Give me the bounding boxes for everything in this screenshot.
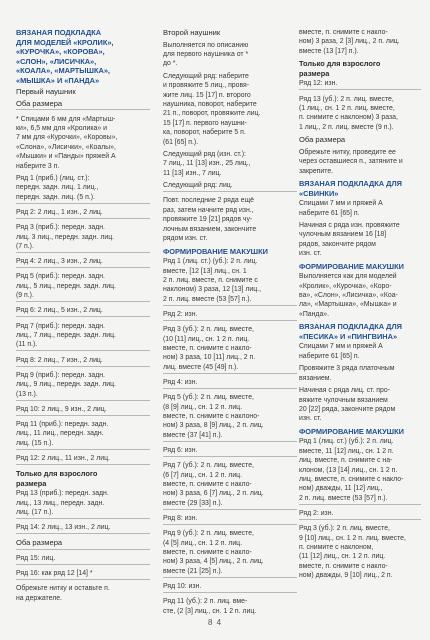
section-heading <box>299 262 421 272</box>
subheading <box>299 135 421 145</box>
text-line: наберите 3 п. <box>16 162 60 170</box>
text-line: Следующий ряд: лиц. <box>163 182 233 190</box>
spacer <box>299 581 421 584</box>
paragraph <box>299 148 421 176</box>
text-line: Второй наушник <box>163 28 221 37</box>
text-line: 21 п., поворот, провяжите лиц. <box>163 110 261 118</box>
text-line: ном) 3 раза, 10 [11] лиц., 2 п. <box>163 354 256 362</box>
pattern-row <box>163 325 297 374</box>
text-line: * Спицами 6 мм для «Мартыш- <box>16 115 116 123</box>
text-line: Выполняется как для моделей <box>299 273 397 281</box>
paragraph <box>16 584 150 603</box>
text-line: ВЯЗАНАЯ ПОДКЛАДКА ДЛЯ <box>299 179 402 189</box>
text-line: Ряд 1 (лиц. ст.) (уб.): 2 п. лиц. <box>299 438 394 446</box>
text-line: Ряд 1 (приб.) (лиц. ст.): <box>16 174 90 182</box>
text-line: до *. <box>163 60 178 68</box>
text-line: Ряд 2: изн. <box>299 509 334 517</box>
text-line: (11 п.). <box>16 341 38 349</box>
text-line: (13 п.). <box>16 390 38 398</box>
paragraph <box>163 72 297 147</box>
text-line: Ряд 3 (уб.): 2 п. лиц. вместе, <box>299 525 390 533</box>
column-1 <box>16 28 150 606</box>
text-line: ном) 3 раза, 6 [7] лиц., 2 п. лиц. <box>163 490 264 498</box>
text-line: Ряд 9 (приб.): передн. задн. <box>16 371 105 379</box>
pattern-row <box>163 393 297 442</box>
subheading <box>163 28 297 38</box>
pattern-row <box>299 437 421 504</box>
text-line: Ряд 9 (уб.): 2 п. лиц. вместе, <box>163 530 254 538</box>
text-line: «СВИНКИ» <box>299 188 339 198</box>
page-number: 8 4 <box>208 618 223 627</box>
text-line: 7 мм для «Курочки», «Коровы», <box>16 134 118 142</box>
text-line: ВЯЗАНАЯ ПОДКЛАДКА <box>16 28 102 37</box>
paragraph <box>299 342 421 361</box>
text-line: Ряд 10: изн. <box>163 582 202 590</box>
text-line: лиц., 5 лиц., передн. задн. лиц. <box>16 282 116 290</box>
pattern-row <box>16 454 150 465</box>
text-line: Ряд 7 (уб.): 2 п. лиц. вместе, <box>163 462 254 470</box>
text-line: лиц. (15 п.). <box>16 439 54 447</box>
pattern-row <box>16 569 150 580</box>
text-line: для первого наушника от * <box>163 51 249 58</box>
text-line: Повт. последние 2 ряда ещё <box>163 197 254 205</box>
text-line: вместе, п. снимите с накло- <box>163 480 252 488</box>
paragraph <box>299 524 421 580</box>
text-line: Ряд 7 (приб.): передн. задн. <box>16 322 105 330</box>
text-line: 20 [22] ряда, закончите рядом <box>299 405 396 413</box>
text-line: ном) 3 раза, 8 [9] лиц., 2 п. лиц. <box>163 422 264 430</box>
pattern-row <box>16 420 150 450</box>
section-heading <box>163 247 297 257</box>
text-line: Ряд 3 (приб.): передн. задн. <box>16 224 105 232</box>
text-line: «Кролик», «Курочка», «Коро- <box>299 282 392 290</box>
text-line: Ряд 12: изн. <box>299 80 338 88</box>
text-line: Первый наушник <box>16 86 76 96</box>
spacer <box>16 603 150 606</box>
paragraph <box>299 272 421 319</box>
text-line: вместе, 11 [12] лиц., сн. 1 2 п. <box>299 447 394 455</box>
column-3 <box>299 28 421 584</box>
column-2 <box>163 28 297 619</box>
text-line: Ряд 14: 2 лиц., 13 изн., 2 лиц. <box>16 524 111 532</box>
text-line: «МЫШКА» И «ПАНДА» <box>16 75 100 85</box>
text-line: на держателе. <box>16 594 62 602</box>
section-heading <box>299 427 421 437</box>
text-line: 1 лиц., 2 п. лиц. вместе (9 п.). <box>299 123 394 131</box>
paragraph <box>163 41 297 69</box>
text-line: Только для взрослого <box>16 469 98 479</box>
subheading <box>299 59 421 78</box>
pattern-row <box>16 523 150 534</box>
text-line: Ряд 5 (уб.): 2 п. лиц. вместе, <box>163 394 254 402</box>
text-line: сте, (2 [3] лиц., сн. 1 2 п. лиц. <box>163 607 257 615</box>
pattern-row <box>16 306 150 317</box>
text-line: лиц., 9 лиц., передн. задн. лиц. <box>16 381 116 389</box>
text-line: лиц., 11 лиц., передн. задн. <box>16 430 104 438</box>
text-line: Ряд 10: 2 лиц., 9 изн., 2 лиц. <box>16 405 107 413</box>
text-line: ФОРМИРОВАНИЕ МАКУШКИ <box>299 261 404 271</box>
text-line: рядов, закончите рядом <box>299 240 376 248</box>
text-line: п. снимите с наклоном, <box>299 543 374 551</box>
section-heading <box>16 28 150 86</box>
paragraph <box>299 386 421 424</box>
text-line: Спицами 7 мм и пряжей А <box>299 343 383 351</box>
text-line: «СЛОН», «ЛИСИЧКА», <box>16 56 97 66</box>
paragraph <box>299 221 421 259</box>
text-line: (8 [9] лиц., сн. 1 2 п. лиц. <box>163 403 243 411</box>
text-line: Ряд 4: 2 лиц., 3 изн., 2 лиц. <box>16 258 103 266</box>
pattern-row <box>16 371 150 401</box>
text-line: 2 п. лиц. вместе (53 [57] п.). <box>299 494 388 502</box>
text-line: через оставшиеся п., затяните и <box>299 158 403 166</box>
text-line: изн. ст. <box>299 415 322 423</box>
text-line: Ряд 16: как ряд 12 [14] * <box>16 570 93 578</box>
text-line: ном) 3 раза, 4 [5] лиц., 2 п. лиц. <box>163 558 264 566</box>
text-line: «Слона», «Лисички», «Коалы», <box>16 143 116 151</box>
text-line: передн. задн. лиц. 1 лиц., <box>16 184 99 192</box>
text-line: размера <box>299 68 330 78</box>
text-line: Ряд 8: изн. <box>163 514 198 522</box>
text-line: Только для взрослого <box>299 59 381 69</box>
text-line: лиц. 3 лиц., передн. задн. лиц. <box>16 233 115 241</box>
text-line: (9 п.). <box>16 292 34 300</box>
text-line: чулочным вязанием 16 [18] <box>299 231 387 239</box>
paragraph <box>163 150 297 178</box>
text-line: Ряд 13 (приб.): передн. задн. <box>16 490 109 498</box>
text-line: вместе (37 [41] п.). <box>163 431 223 439</box>
pattern-row <box>163 582 297 593</box>
text-line: ки», 6,5 мм для «Кролика» и <box>16 124 107 132</box>
paragraph <box>16 115 150 171</box>
pattern-row <box>16 322 150 352</box>
text-line: ФОРМИРОВАНИЕ МАКУШКИ <box>163 246 268 256</box>
pattern-row <box>16 356 150 367</box>
text-line: ном) дважды, 9 [10] лиц., 2 п. <box>299 572 393 580</box>
text-line: провяжите 19 [21] рядов чу- <box>163 216 253 224</box>
text-line: (4 [5] лиц., сн. 1 2 п. лиц. <box>163 539 243 547</box>
text-line: Спицами 7 мм и пряжей А <box>299 200 383 208</box>
text-line: ва», «Слон», «Лисичка», «Коа- <box>299 292 398 300</box>
text-line: наушника, поворот, наберите <box>163 101 257 109</box>
text-line: наберите 61 [65] п. <box>299 352 360 360</box>
text-line: вместе (13 [17] п.). <box>299 47 359 55</box>
text-line: ном) дважды, 11 [12] лиц., <box>299 485 383 493</box>
pattern-row <box>163 529 297 578</box>
paragraph <box>299 364 421 383</box>
paragraph <box>299 199 421 218</box>
text-line: 11 [13] изн., 7 лиц. <box>163 169 222 177</box>
text-line: лочным вязанием, закончите <box>163 225 257 233</box>
text-line: Ряд 12: 2 лиц., 11 изн., 2 лиц. <box>16 454 110 462</box>
text-line: (1 лиц., сн. 1 2 п. лиц. вместе, <box>299 105 395 112</box>
text-line: «КОАЛА», «МАРТЫШКА», <box>16 66 110 76</box>
text-line: вместе, п. снимите с накло- <box>299 29 388 36</box>
text-line: Провяжите 3 ряда платочным <box>299 365 395 373</box>
text-line: вместе, [12 [13] лиц., сн. 1 <box>163 267 247 275</box>
text-line: Ряд 8: 2 лиц., 7 изн., 2 лиц. <box>16 356 103 364</box>
text-line: вместе, п. снимите с наклоно- <box>163 412 260 420</box>
paragraph <box>299 28 421 56</box>
paragraph <box>299 95 421 133</box>
text-line: Оба размера <box>16 99 63 109</box>
subheading <box>16 99 150 110</box>
text-line: Ряд 2: изн. <box>163 310 198 318</box>
pattern-row <box>163 514 297 525</box>
text-line: 15 [17] п. первого наушни- <box>163 119 247 127</box>
text-line: Ряд 6: изн. <box>163 446 198 454</box>
text-line: лиц. (17 п.). <box>16 509 54 517</box>
text-line: вяжите чулочным вязанием <box>299 396 388 404</box>
pattern-row <box>16 208 150 219</box>
subheading <box>16 538 150 549</box>
text-line: «ПЕСИКА» И «ПИНГВИНА» <box>299 331 398 341</box>
text-line: «Панда». <box>299 310 330 318</box>
text-line: Следующий ряд: наберите <box>163 72 249 80</box>
text-line: 2 п. лиц. вместе (53 [57] п.). <box>163 295 252 303</box>
text-line: размера <box>16 478 47 488</box>
section-heading <box>299 322 421 341</box>
text-line: лиц. вместе, п. снимите с накло- <box>299 475 404 483</box>
text-line: вместе, п. снимите с накло- <box>163 344 252 352</box>
paragraph <box>163 597 297 616</box>
text-line: «Мышки» и «Панды» пряжей А <box>16 153 116 161</box>
text-line: изн. ст. <box>299 250 322 258</box>
pattern-row <box>163 257 297 306</box>
text-line: 7 лиц., 11 [13] изн., 25 лиц., <box>163 160 251 168</box>
text-line: Оба размера <box>299 135 346 145</box>
pattern-row <box>163 461 297 510</box>
text-line: Ряд 2: 2 лиц., 1 изн., 2 лиц. <box>16 208 103 216</box>
text-line: вместе (29 [33] п.). <box>163 499 223 507</box>
text-line: п. снимите с наклоном) 3 раза, <box>299 114 398 122</box>
text-line: и провяжите 5 лиц., провя- <box>163 82 250 90</box>
text-line: передн. задн. лиц. (5 п.). <box>16 193 95 201</box>
text-line: жите лиц. 15 [17] п. второго <box>163 91 251 99</box>
text-line: лиц. вместе, п. снимите с на- <box>299 457 393 465</box>
pattern-row <box>16 554 150 565</box>
text-line: ДЛЯ МОДЕЛЕЙ «КРОЛИК», <box>16 37 114 47</box>
text-line: (7 п.). <box>16 242 34 250</box>
spacer <box>163 616 297 619</box>
text-line: закрепите. <box>299 167 334 175</box>
text-line: 2 п. лиц. вместе, п. снимите с <box>163 276 258 284</box>
text-line: (10 [11] лиц., сн. 1 2 п. лиц. <box>163 335 250 343</box>
text-line: Ряд 11 (приб.): передн. задн. <box>16 420 109 428</box>
text-line: Выполняется по описанию <box>163 41 249 49</box>
pattern-row <box>163 181 297 192</box>
pattern-row <box>16 272 150 302</box>
text-line: наберите 61 [65] п. <box>299 209 360 217</box>
text-line: Начиная с ряда изн. провяжите <box>299 222 400 230</box>
text-line: клоном, (13 [14] лиц., сн. 1 2 п. <box>299 466 398 474</box>
text-line: вместе (21 [25] п.). <box>163 567 223 575</box>
paragraph <box>163 196 297 243</box>
text-line: Ряд 15: лиц. <box>16 554 56 562</box>
text-line: лиц., 13 лиц., передн. задн. <box>16 499 105 507</box>
pattern-row <box>163 310 297 321</box>
text-line: Ряд 3 (уб.): 2 п. лиц. вместе, <box>163 326 254 334</box>
pattern-row <box>16 489 150 519</box>
text-line: Ряд 13 (уб.): 2 п. лиц. вместе, <box>299 95 394 103</box>
text-line: ка, поворот, наберите 5 п. <box>163 129 246 137</box>
text-line: 9 [10] лиц., сн. 1 2 п. лиц. вместе, <box>299 534 406 542</box>
text-line: наклоном) 3 раза, 12 [13] лиц., <box>163 286 262 294</box>
text-line: «КУРОЧКА», «КОРОВА», <box>16 47 105 57</box>
text-line: вместе, п. снимите с накло- <box>163 548 252 556</box>
pattern-row <box>16 174 150 204</box>
text-line: Обрежьте нитку, проведите ее <box>299 148 396 156</box>
text-line: вместе, п. снимите с накло- <box>299 562 388 570</box>
text-line: Ряд 4: изн. <box>163 378 198 386</box>
text-line: Ряд 6: 2 лиц., 5 изн., 2 лиц. <box>16 307 103 315</box>
text-line: лиц. вместе (45 [49] п.). <box>163 363 239 371</box>
text-line: ФОРМИРОВАНИЕ МАКУШКИ <box>299 426 404 436</box>
pattern-row <box>16 257 150 268</box>
subheading <box>16 469 150 488</box>
text-line: вязанием. <box>299 374 332 382</box>
text-line: Ряд 5 (приб.): передн. задн. <box>16 273 105 281</box>
text-line: (6 [7] лиц., сн. 1 2 п. лиц. <box>163 471 243 479</box>
pattern-row <box>16 223 150 253</box>
text-line: ном) 3 раза, 2 [3] лиц., 2 п. лиц. <box>299 38 400 46</box>
text-line: ВЯЗАНАЯ ПОДКЛАДКА ДЛЯ <box>299 322 402 332</box>
text-line: ла», «Мартышка», «Мышка» и <box>299 301 397 309</box>
section-heading <box>299 179 421 198</box>
text-line: Оба размера <box>16 538 63 548</box>
text-line: (11 [12] лиц., сн. 1 2 п. лиц. <box>299 553 386 561</box>
text-line: раз, затем начните ряд изн., <box>163 206 254 214</box>
pattern-row <box>299 79 421 90</box>
text-line: Ряд 11 (уб.): 2 п. лиц. вме- <box>163 598 248 606</box>
text-line: Ряд 1 (лиц. ст.) (уб.): 2 п. лиц. <box>163 258 258 266</box>
pattern-row <box>163 378 297 389</box>
text-line: Следующий ряд (изн. ст.): <box>163 151 246 159</box>
text-line: (61 [65] п.). <box>163 138 199 146</box>
subheading <box>16 87 150 97</box>
text-line: лиц., 7 лиц., передн. задн. лиц. <box>16 331 116 339</box>
text-line: Обрежьте нитку и оставьте п. <box>16 585 110 593</box>
pattern-row <box>163 446 297 457</box>
pattern-row <box>299 509 421 520</box>
pattern-row <box>16 405 150 416</box>
text-line: рядом изн. ст. <box>163 235 208 243</box>
text-line: Начиная с ряда лиц. ст. про- <box>299 387 390 395</box>
